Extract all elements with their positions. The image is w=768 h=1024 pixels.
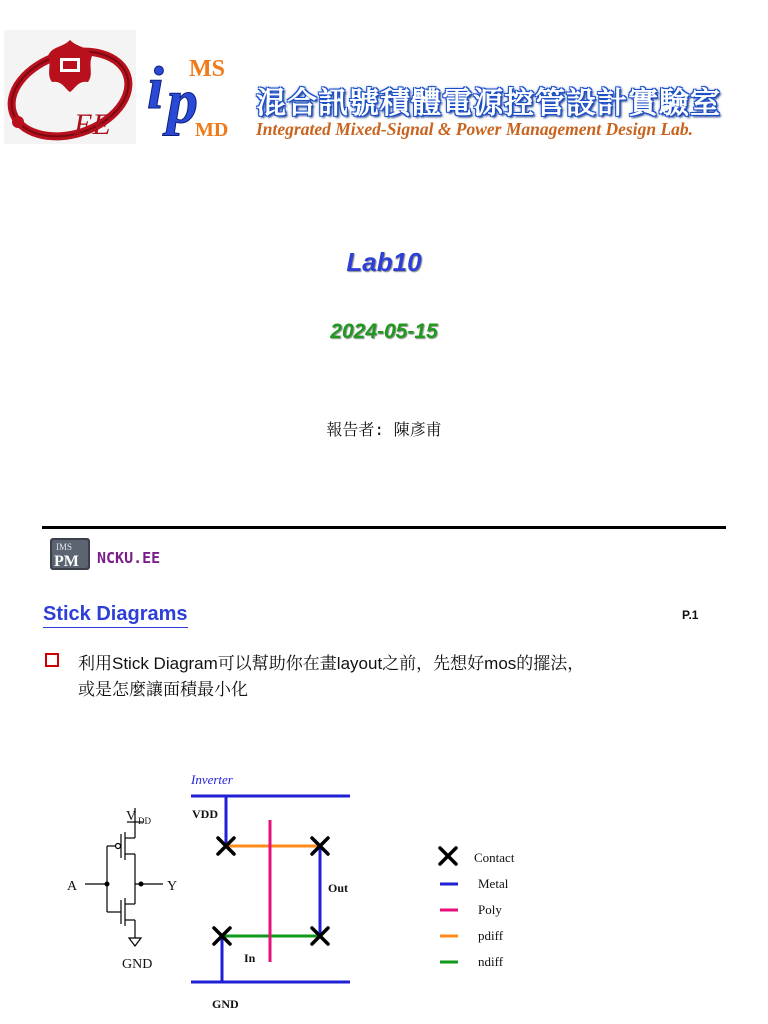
contact-x-icon: [440, 848, 456, 864]
circuit-input-label: A: [67, 879, 78, 894]
bullet-line-2: 或是怎麼讓面積最小化: [78, 680, 248, 699]
seal-text: EE: [74, 108, 111, 141]
imspm-logo-icon: [145, 40, 245, 140]
legend-label: Metal: [478, 876, 509, 891]
legend-item-metal: [440, 876, 509, 891]
legend-item-contact: [440, 848, 515, 865]
ncku-ee-label: NCKU.EE: [97, 549, 161, 567]
circuit-vdd-subscript: DD: [138, 816, 151, 826]
circuit-vdd-label: V: [126, 809, 137, 824]
slide-divider: [42, 526, 726, 529]
stick-diagram: [186, 756, 366, 1018]
legend-label: ndiff: [478, 954, 504, 969]
lab-title: Lab10: [346, 247, 422, 277]
ncku-ee-seal-icon: [4, 30, 136, 144]
bullet-square-icon: [45, 653, 59, 667]
legend-label: pdiff: [478, 928, 504, 943]
imspm-badge-icon: [50, 538, 90, 570]
svg-text:i: i: [147, 55, 164, 121]
stick-gnd-label: GND: [212, 997, 239, 1011]
stick-title: Inverter: [191, 772, 233, 787]
legend-label: Poly: [478, 902, 502, 917]
legend-item-poly: [440, 902, 502, 917]
svg-text:p: p: [167, 68, 198, 136]
logo-text-md: MD: [195, 119, 229, 140]
lab-name-chinese: 混合訊號積體電源控管設計實驗室: [256, 86, 721, 121]
reporter-line: 報告者: 陳彥甫: [326, 420, 442, 439]
badge-icon-bottom-text: PM: [54, 553, 79, 570]
page-number: P.1: [682, 608, 699, 622]
bullet-line-1: 利用Stick Diagram可以幫助你在畫layout之前，先想好mos的擺法，: [78, 654, 585, 673]
lab-date: 2024-05-15: [330, 320, 438, 343]
section-title: Stick Diagrams: [43, 602, 188, 628]
circuit-output-label: Y: [167, 879, 178, 894]
legend-label: Contact: [474, 850, 515, 865]
legend-item-pdiff: [440, 928, 504, 943]
legend-item-ndiff: [440, 954, 504, 969]
stick-legend: [430, 838, 540, 978]
stick-in-label: In: [244, 951, 256, 965]
circuit-gnd-label: GND: [122, 957, 153, 972]
logo-text-ms: MS: [189, 56, 225, 82]
badge-icon-top-text: IMS: [56, 542, 73, 552]
inverter-schematic: [55, 800, 195, 980]
stick-out-label: Out: [328, 881, 349, 895]
lab-name-english: Integrated Mixed-Signal & Power Management Design Lab.: [256, 119, 694, 139]
stick-vdd-label: VDD: [192, 807, 218, 821]
bullet-text: [78, 651, 738, 703]
